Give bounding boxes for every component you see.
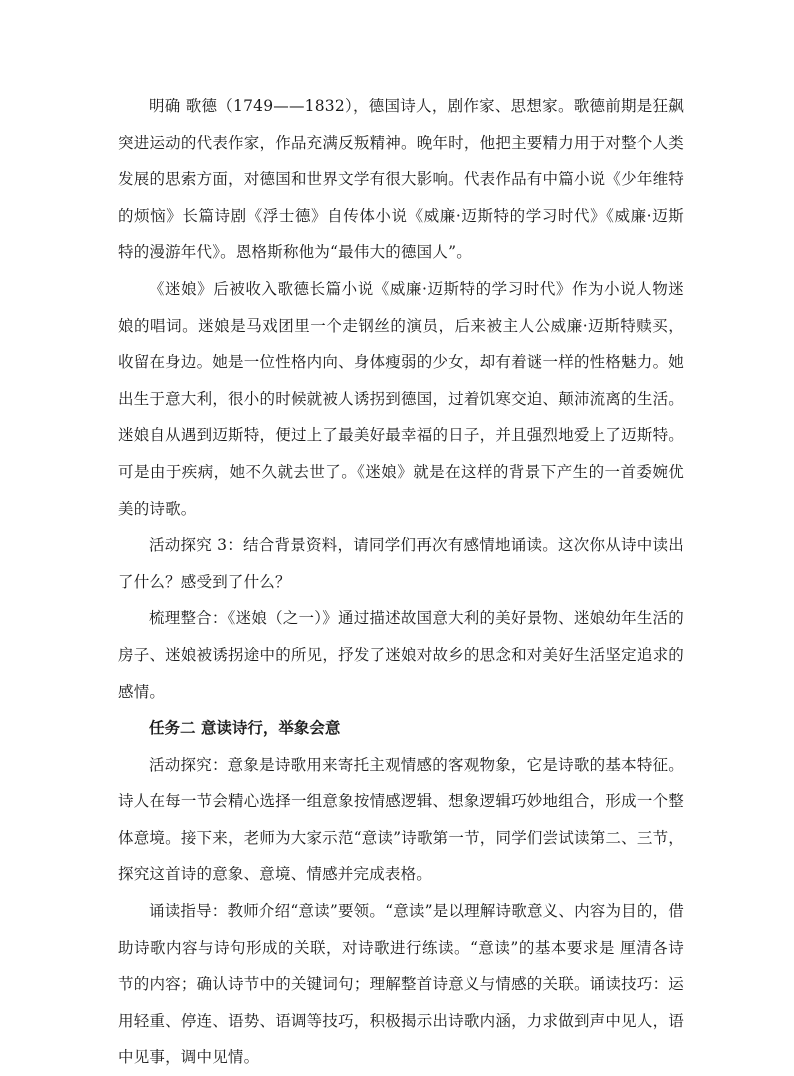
paragraph-reading-guide: 诵读指导：教师介绍“意读”要领。“意读”是以理解诗歌意义、内容为目的，借助诗歌内容与诗句形成的关联，对诗歌进行练读。“意读”的基本要求是 厘清各诗节的内容；确认诗节中的关键词句；理解整首诗意义与情感的关联。诵读技巧：运用轻重、停连、语势、语调等技巧，积极揭示出诗歌内涵，力求做到声中见人，语中见事，调中见情。 (118, 902, 684, 1067)
paragraph-mignon-background: 《迷娘》后被收入歌德长篇小说《威廉·迈斯特的学习时代》作为小说人物迷娘的唱词。迷娘是马戏团里一个走钢丝的演员，后来被主人公威廉·迈斯特赎买，收留在身边。她是一位性格内向、身体瘦弱的少女，却有着谜一样的性格魅力。她出生于意大利，很小的时候就被人诱拐到德国，过着饥寒交迫、颠沛流离的生活。迷娘自从遇到迈斯特，便过上了最美好最幸福的日子，并且强烈地爱上了迈斯特。可是由于疾病，她不久就去世了。《迷娘》就是在这样的背景下产生的一首委婉优美的诗歌。 (118, 279, 684, 518)
document-page (118, 88, 684, 1076)
paragraph-activity-explore: 活动探究：意象是诗歌用来寄托主观情感的客观物象，它是诗歌的基本特征。诗人在每一节会精心选择一组意象按情感逻辑、想象逻辑巧妙地组合，形成一个整体意境。接下来，老师为大家示范“意读”诗歌第一节，同学们尝试读第二、三节，探究这首诗的意象、意境、情感并完成表格。 (118, 755, 684, 884)
section-heading-task-2: 任务二 意读诗行，举象会意 (149, 718, 341, 738)
paragraph-goethe-bio: 明确 歌德（1749——1832），德国诗人，剧作家、思想家。歌德前期是狂飙突进运动的代表作家，作品充满反叛精神。晚年时，他把主要精力用于对整个人类发展的思索方面，对德国和世界文学有很大影响。代表作品有中篇小说《少年维特的烦恼》长篇诗剧《浮士德》自传体小说《威廉·迈斯特的学习时代》《威廉·迈斯特的漫游年代》。恩格斯称他为“最伟大的德国人”。 (118, 97, 684, 262)
paragraph-activity-3: 活动探究 3：结合背景资料，请同学们再次有感情地诵读。这次你从诗中读出了什么？感受到了什么？ (118, 536, 684, 591)
paragraph-summary: 梳理整合：《迷娘（之一）》通过描述故国意大利的美好景物、迷娘幼年生活的房子、迷娘被诱拐途中的所见，抒发了迷娘对故乡的思念和对美好生活坚定追求的感情。 (118, 609, 684, 701)
